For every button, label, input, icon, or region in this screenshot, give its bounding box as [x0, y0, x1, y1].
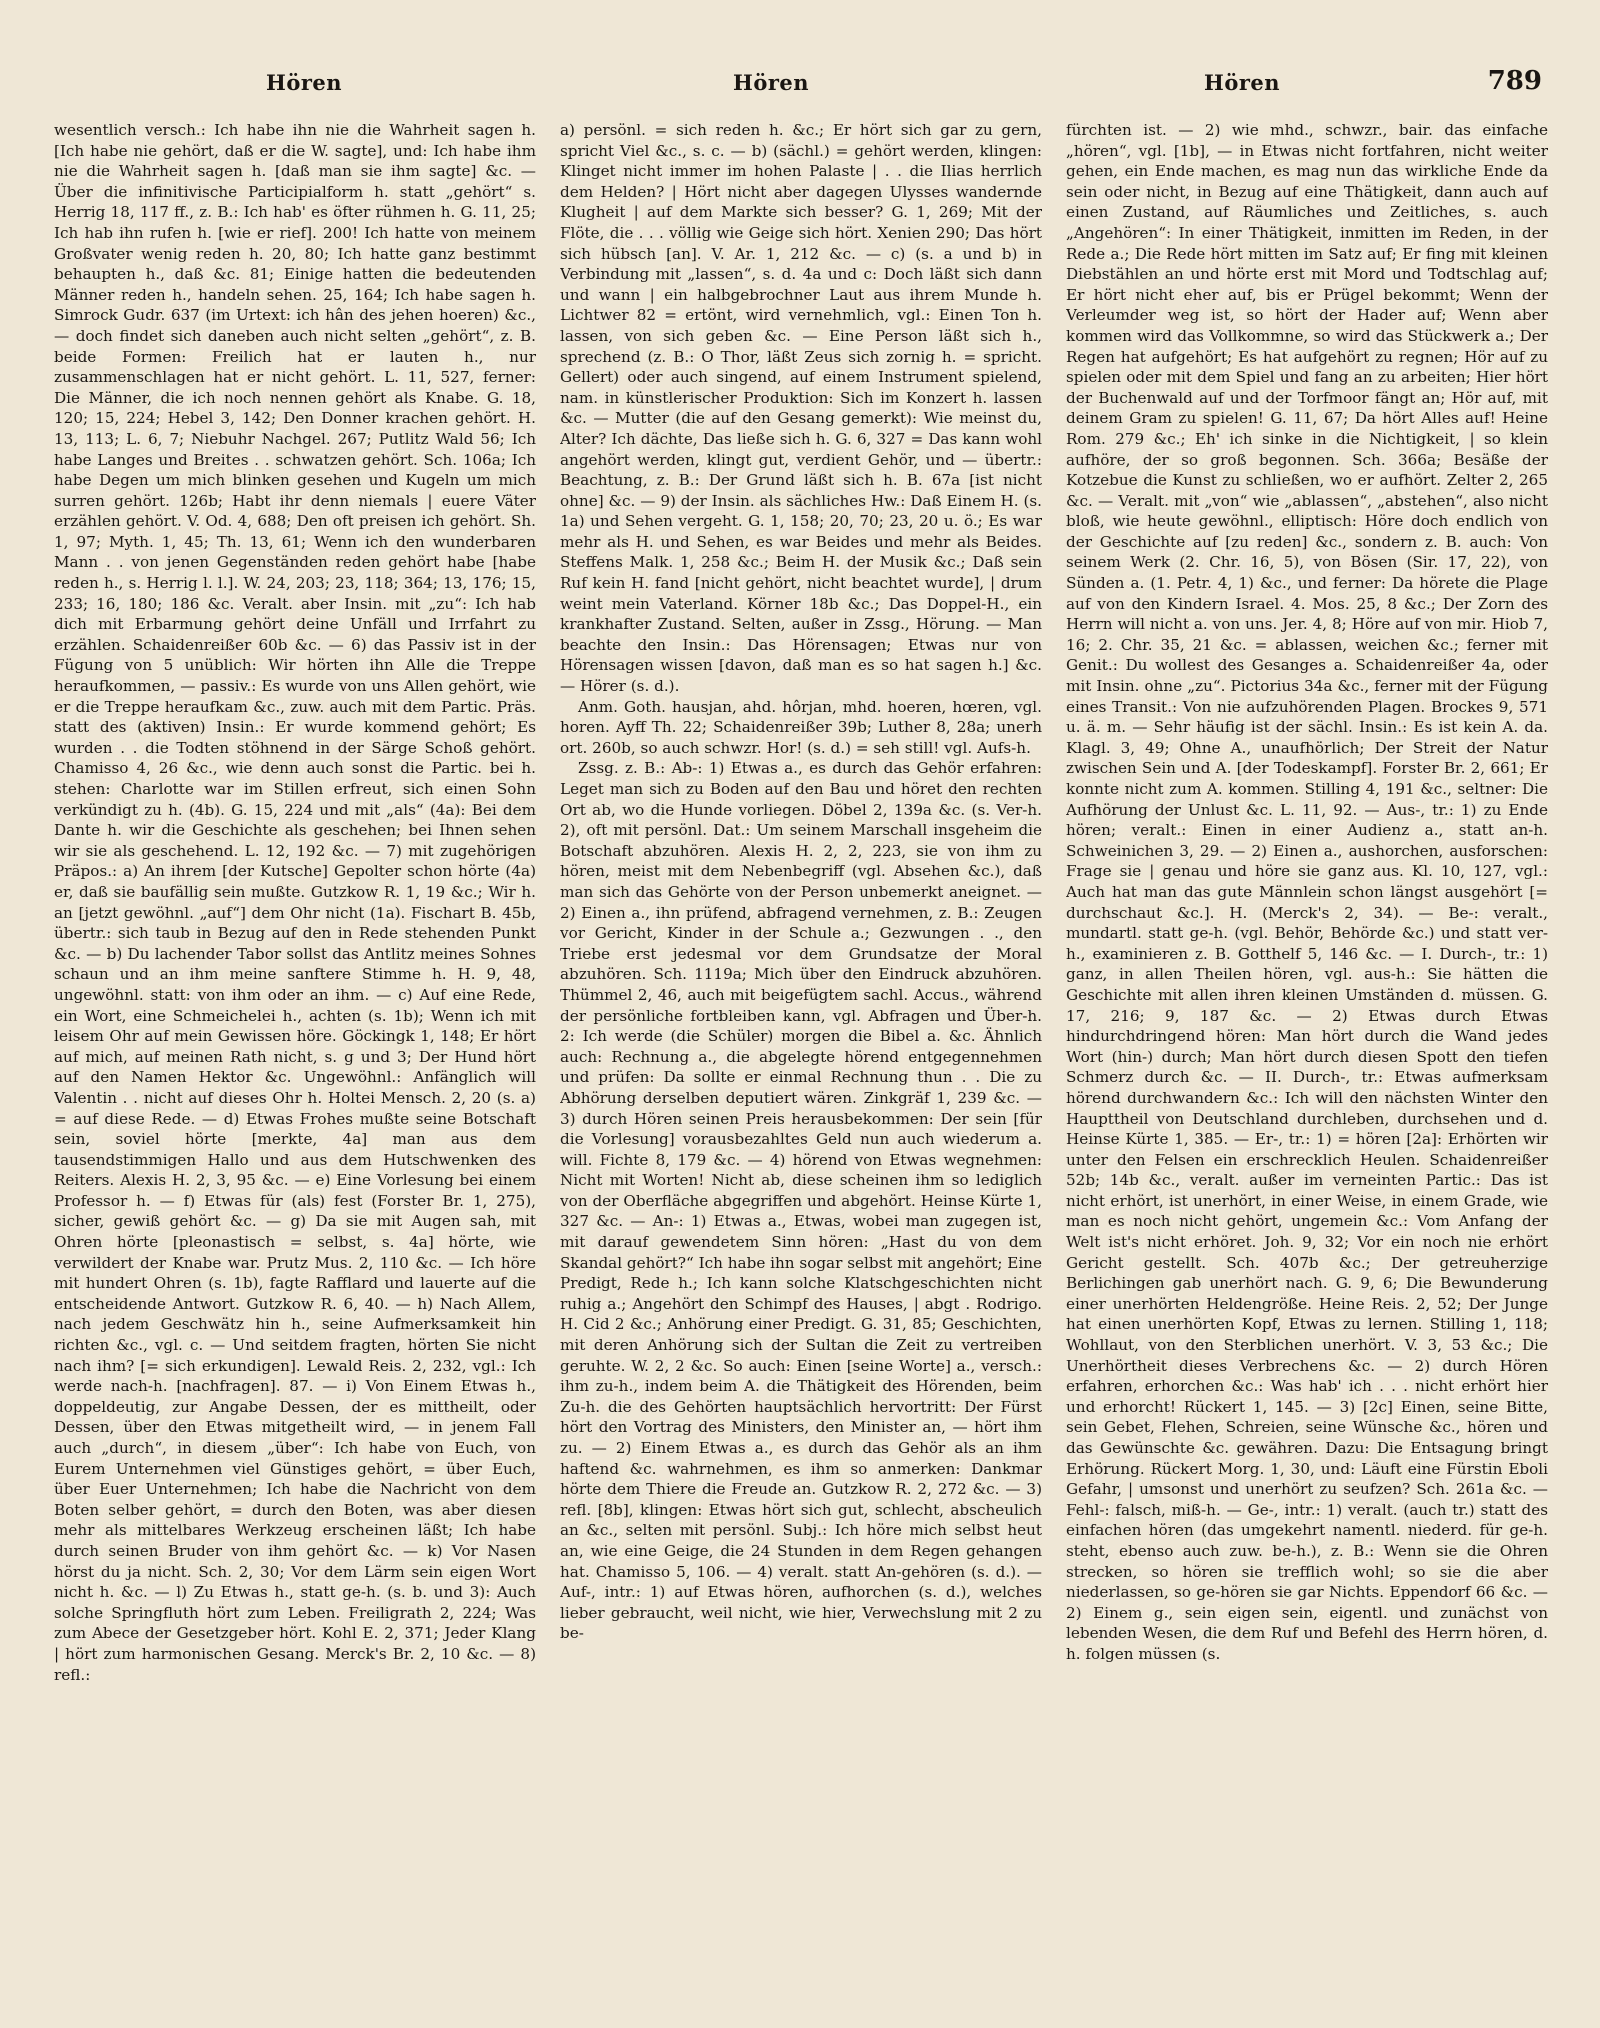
running-header — [52, 66, 1548, 102]
headword-right: Hören — [1204, 70, 1281, 95]
page-number: 789 — [1487, 66, 1542, 96]
column-left — [54, 120, 536, 1996]
column-right — [1066, 120, 1548, 1996]
paragraph: fürchten ist. — 2) wie mhd., schwzr., bair. das einfache „hören“, vgl. [1b], — in Etwas nicht fortfahren, nicht weiter gehen, ein Ende machen, es mag nun das wirkliche Ende da sein oder nicht, in Bezug auf eine Thätigkeit, dann auch auf einen Zustand, auf Räumliches und Zeitliches, s. auch „Angehören“: In einer Thätigkeit, inmitten im Reden, in der Rede a.; Die Rede hört mitten im Satz auf; Er fing mit kleinen Diebstählen an und hörte erst mit Mord und Todtschlag auf; Er hört nicht eher auf, bis er Prügel bekommt; Wenn der Verleumder weg ist, so hört der Hader auf; Wenn aber kommen wird das Vollkommne, so wird das Stückwerk a.; Der Regen hat aufgehört; Es hat aufgehört zu regnen; Hör auf zu spielen oder mit dem Spiel und fang an zu arbeiten; Hier hört der Buchenwald auf und der Torfmoor fängt an; Hör auf, mit deinem Gram zu spielen! G. 11, 67; Da hört Alles auf! Heine Rom. 279 &c.; Eh' ich sinke in die Nichtigkeit, | so klein aufhöre, der so groß begonnen. Sch. 366a; Besäße der Kotzebue die Kunst zu schließen, wo er aufhört. Zelter 2, 265 &c. — Veralt. mit „von“ wie „ablassen“, „abstehen“, also nicht bloß, wie heute gewöhnl., elliptisch: Höre doch endlich von der Geschichte auf [zu reden] &c., sondern z. B. auch: Von seinem Werk (2. Chr. 16, 5), von Bösen (Sir. 17, 22), von Sünden a. (1. Petr. 4, 1) &c., und ferner: Da hörete die Plage auf von den Kindern Israel. 4. Mos. 25, 8 &c.; Der Zorn des Herrn will nicht a. von uns. Jer. 4, 8; Höre auf von mir. Hiob 7, 16; 2. Chr. 35, 21 &c. = ablassen, weichen &c.; ferner mit Genit.: Du wollest des Gesanges a. Schaidenreißer 4a, oder mit Insin. ohne „zu“. Pictorius 34a &c., ferner mit der Fügung eines Transit.: Von nie aufzuhörenden Plagen. Brockes 9, 571 u. ä. m. — Sehr häufig ist der sächl. Insin.: Es ist kein A. da. Klagl. 3, 49; Ohne A., unaufhörlich; Der Streit der Natur zwischen Sein und A. [der Todeskampf]. Forster Br. 2, 661; Er konnte nicht zum A. kommen. Stilling 4, 191 &c., seltner: Die Aufhörung der Unlust &c. L. 11, 92. — Aus-, tr.: 1) zu Ende hören; veralt.: Einen in einer Audienz a., statt an-h. Schweinichen 3, 29. — 2) Einen a., aushorchen, ausforschen: Frage sie | genau und höre sie ganz aus. Kl. 10, 127, vgl.: Auch hat man das gute Männlein schon längst ausgehört [= durchschaut &c.]. H. (Merck's 2, 34). — Be-: veralt., mundartl. statt ge-h. (vgl. Behör, Behörde &c.) und statt ver-h., examinieren z. B. Gotthelf 5, 146 &c. — I. Durch-, tr.: 1) ganz, in allen Theilen hören, vgl. aus-h.: Sie hätten die Geschichte mit allen ihren kleinen Umständen d. müssen. G. 17, 216; 9, 187 &c. — 2) Etwas durch Etwas hindurchdringend hören: Man hört durch die Wand jedes Wort (hin-) durch; Man hört durch diesen Spott den tiefen Schmerz durch &c. — II. Durch-, tr.: Etwas aufmerksam hörend durchwandern &c.: Ich will den nächsten Winter den Haupttheil von Deutschland durchleben, durchsehen und d. Heinse Kürte 1, 385. — Er-, tr.: 1) = hören [2a]: Erhörten wir unter den Felsen ein erschrecklich Heulen. Schaidenreißer 52b; 14b &c., veralt. außer im verneinten Partic.: Das ist nicht erhört, ist unerhört, in einer Weise, in einem Grade, wie man es noch nicht gehört, ungemein &c.: Vom Anfang der Welt ist's nicht erhöret. Joh. 9, 32; Vor ein noch nie erhört Gericht gestellt. Sch. 407b &c.; Der getreuherzige Berlichingen gab unerhört nach. G. 9, 6; Die Bewunderung einer unerhörten Heldengröße. Heine Reis. 2, 52; Der Junge hat einen unerhörten Kopf, Etwas zu lernen. Stilling 1, 118; Wohllaut, von den Sterblichen unerhört. V. 3, 53 &c.; Die Unerhörtheit dieses Verbrechens &c. — 2) durch Hören erfahren, erhorchen &c.: Was hab' ich . . . nicht erhört hier und erhorcht! Rückert 1, 145. — 3) [2c] Einen, seine Bitte, sein Gebet, Flehen, Schreien, seine Wünsche &c., hören und das Gewünschte &c. gewähren. Dazu: Die Entsagung bringt Erhörung. Rückert Morg. 1, 30, und: Läuft eine Fürstin Eboli Gefahr, | umsonst und unerhört zu seufzen? Sch. 261a &c. — Fehl-: falsch, miß-h. — Ge-, intr.: 1) veralt. (auch tr.) statt des einfachen hören (das umgekehrt namentl. niederd. für ge-h. steht, ebenso auch zuw. be-h.), z. B.: Wenn sie die Ohren strecken, so hören sie trefflich wohl; so sie die aber niederlassen, so ge-hören sie gar Nichts. Eppendorf 66 &c. — 2) Einem g., sein eigen sein, eigentl. und zunächst von lebenden Wesen, die dem Ruf und Befehl des Herrn hören, d. h. folgen müssen (s. — [1066, 121, 1548, 1663]
headword-left: Hören — [266, 70, 343, 95]
paragraph: a) persönl. = sich reden h. &c.; Er hört sich gar zu gern, spricht Viel &c., s. c. — b) (sächl.) = gehört werden, klingen: Klinget nicht immer im hohen Palaste | . . die Ilias herrlich dem Helden? | Hört nicht aber dagegen Ulysses wandernde Klugheit | auf dem Markte sich besser? G. 1, 269; Mit der Flöte, die . . . völlig wie Geige sich hört. Xenien 290; Das hört sich hübsch [an]. V. Ar. 1, 212 &c. — c) (s. a und b) in Verbindung mit „lassen“, s. d. 4a und c: Doch läßt sich dann und wann | ein halbgebrochner Laut aus ihrem Munde h. Lichtwer 82 = ertönt, wird vernehmlich, vgl.: Einen Ton h. lassen, von sich geben &c. — Eine Person läßt sich h., sprechend (z. B.: O Thor, läßt Zeus sich zornig h. = spricht. Gellert) oder auch singend, auf einem Instrument spielend, nam. in künstlerischer Produktion: Sich im Konzert h. lassen &c. — Mutter (die auf den Gesang gemerkt): Wie meinst du, Alter? Ich dächte, Das ließe sich h. G. 6, 327 = Das kann wohl angehört werden, klingt gut, verdient Gehör, und — übertr.: Beachtung, z. B.: Der Grund läßt sich h. B. 67a [ist nicht ohne] &c. — 9) der Insin. als sächliches Hw.: Daß Einem H. (s. 1a) und Sehen vergeht. G. 1, 158; 20, 70; 23, 20 u. ö.; Es war mehr als H. und Sehen, es war Beides und mehr als Beides. Steffens Malk. 1, 258 &c.; Beim H. der Musik &c.; Daß sein Ruf kein H. fand [nicht gehört, nicht beachtet wurde], | drum weint mein Vaterland. Körner 18b &c.; Das Doppel-H., ein krankhafter Zustand. Selten, außer in Zssg., Hörung. — Man beachte den Insin.: Das Hörensagen; Etwas nur von Hörensagen wissen [davon, daß man es so hat sagen h.] &c. — Hörer (s. d.). — [560, 121, 1042, 696]
headword-center: Hören — [733, 70, 810, 95]
paragraph-compounds: Zssg. z. B.: Ab-: 1) Etwas a., es durch das Gehör erfahren: Leget man sich zu Boden auf den Bau und höret den rechten Ort ab, wo die Hunde vorliegen. Döbel 2, 139a &c. (s. Ver-h. 2), oft mit persönl. Dat.: Um seinem Marschall insgeheim die Botschaft abzuhören. Alexis H. 2, 2, 223, sie von ihm zu hören, meist mit dem Nebenbegriff (vgl. Absehen &c.), daß man sich das Gehörte von der Person unbemerkt aneignet. — 2) Einen a., ihn prüfend, abfragend vernehmen, z. B.: Zeugen vor Gericht, Kinder in der Schule a.; Gezwungen . ., den Triebe erst jedesmal vor dem Grundsatze der Moral abzuhören. Sch. 1119a; Mich über den Eindruck abzuhören. Thümmel 2, 46, auch mit beigefügtem sachl. Accus., während der persönliche fortbleiben kann, vgl. Abfragen und Über-h. 2: Ich werde (die Schüler) morgen die Bibel a. &c. Ähnlich auch: Rechnung a., die abgelegte hörend entgegennehmen und prüfen: Da sollte er einmal Rechnung thun . . Die zu Abhörung derselben deputiert wären. Zinkgräf 1, 239 &c. — 3) durch Hören seinen Preis herausbekommen: Der sein [für die Vorlesung] vorausbezahltes Geld nun auch wiederum a. will. Fichte 8, 179 &c. — 4) hörend von Etwas wegnehmen: Nicht mit Worten! Nicht ab, diese scheinen ihm so lediglich von der Oberfläche abgegriffen und abgehört. Heinse Kürte 1, 327 &c. — An-: 1) Etwas a., Etwas, wobei man zugegen ist, mit darauf gewendetem Sinn hören: „Hast du von dem Skandal gehört?“ Ich habe ihn sogar selbst mit angehört; Eine Predigt, Rede h.; Ich kann solche Klatschgeschichten nicht ruhig a.; Angehört den Schimpf des Hauses, | abgt . Rodrigo. H. Cid 2 &c.; Anhörung einer Predigt. G. 31, 85; Geschichten, mit deren Anhörung sich der Sultan die Zeit zu vertreiben geruhte. W. 2, 2 &c. So auch: Einen [seine Worte] a., versch.: ihm zu-h., indem beim A. die Thätigkeit des Hörenden, beim Zu-h. die des Gehörten hauptsächlich hervortritt: Der Fürst hört den Vortrag des Ministers, den Minister an, — hört ihm zu. — 2) Einem Etwas a., es durch das Gehör als an ihm haftend &c. wahrnehmen, es ihm so anmerken: Dankmar hörte dem Thiere die Freude an. Gutzkow R. 2, 272 &c. — 3) refl. [8b], klingen: Etwas hört sich gut, schlecht, abscheulich an &c., selten mit persönl. Subj.: Ich höre mich selbst heut an, wie eine Geige, die 24 Stunden in dem Regen gehangen hat. Chamisso 5, 106. — 4) veralt. statt An-gehören (s. d.). — Auf-, intr.: 1) auf Etwas hören, aufhorchen (s. d.), welches lieber gebraucht, weil nicht, wie hier, Verwechslung mit 2 zu be- — [560, 759, 1042, 1643]
paragraph-annotation: Anm. Goth. hausjan, ahd. hôrjan, mhd. hoeren, hœren, vgl. horen. Ayff Th. 22; Schaidenreißer 39b; Luther 8, 28a; unerh ort. 260b, so auch schwzr. Hor! (s. d.) = seh still! vgl. Aufs-h. — [560, 697, 1042, 757]
paragraph: wesentlich versch.: Ich habe ihn nie die Wahrheit sagen h. [Ich habe nie gehört, daß er die W. sagte], und: Ich habe ihm nie die Wahrheit sagen h. [daß man sie ihm sagte] &c. — Über die infinitivische Participialform h. statt „gehört“ s. Herrig 18, 117 ff., z. B.: Ich hab' es öfter rühmen h. G. 11, 25; Ich hab ihn rufen h. [wie er rief]. 200! Ich hatte von meinem Großvater wenig reden h. 20, 80; Ich hatte ganz bestimmt behaupten h., daß &c. 81; Einige hatten die bedeutenden Männer reden h., handeln sehen. 25, 164; Ich habe sagen h. Simrock Gudr. 637 (im Urtext: ich hân des jehen hoeren) &c., — doch findet sich daneben auch nicht selten „gehört“, z. B. beide Formen: Freilich hat er lauten h., nur zusammenschlagen hat er nicht gehört. L. 11, 527, ferner: Die Männer, die ich noch nennen gehört als Knabe. G. 18, 120; 15, 224; Hebel 3, 142; Den Donner krachen gehört. H. 13, 113; L. 6, 7; Niebuhr Nachgel. 267; Putlitz Wald 56; Ich habe Langes und Breites . . schwatzen gehört. Sch. 106a; Ich habe Degen um mich blinken gesehen und Kugeln um mich surren gehört. 126b; Habt ihr denn niemals | euere Väter erzählen gehört. V. Od. 4, 688; Den oft preisen ich gehört. Sh. 1, 97; Myth. 1, 45; Th. 13, 61; Wenn ich den wunderbaren Mann . . von jenen Gegenständen reden gehört habe [habe reden h., s. Herrig l. l.]. W. 24, 203; 23, 118; 364; 13, 176; 15, 233; 16, 180; 186 &c. Veralt. aber Insin. mit „zu“: Ich hab dich mit Erbarmung gehört deine Unfäll und Irrfahrt zu erzählen. Schaidenreißer 60b &c. — 6) das Passiv ist in der Fügung von 5 unüblich: Wir hörten ihn Alle die Treppe heraufkommen, — passiv.: Es wurde von uns Allen gehört, wie er die Treppe heraufkam &c., zuw. auch mit dem Partic. Präs. statt des (aktiven) Insin.: Er wurde kommend gehört; Es wurden . . die Todten stöhnend in der Särge Schoß gehört. Chamisso 4, 26 &c., wie denn auch sonst die Partic. bei h. stehen: Charlotte war im Stillen erfreut, sich einen Sohn verkündigt zu h. (4b). G. 15, 224 und mit „als“ (4a): Bei dem Dante h. wir die Geschichte als geschehen; bei Ihnen sehen wir sie als geschehend. L. 12, 192 &c. — 7) mit zugehörigen Präpos.: a) An ihrem [der Kutsche] Gepolter schon hörte (4a) er, daß sie baufällig sein mußte. Gutzkow R. 1, 19 &c.; Wir h. an [jetzt gewöhnl. „auf“] dem Ohr nicht (1a). Fischart B. 45b, übertr.: sich taub in Bezug auf den in Rede stehenden Punkt &c. — b) Du lachender Tabor sollst das Antlitz meines Sohnes schaun und an ihm meine sanftere Stimme h. H. 9, 48, ungewöhnl. statt: von ihm oder an ihm. — c) Auf eine Rede, ein Wort, eine Schmeichelei h., achten (s. 1b); Wenn ich mit leisem Ohr auf mein Gewissen höre. Göckingk 1, 148; Er hört auf mich, auf meinen Rath nicht, s. g und 3; Der Hund hört auf den Namen Hektor &c. Ungewöhnl.: Anfänglich will Valentin . . nicht auf dieses Ohr h. Holtei Mensch. 2, 20 (s. a) = auf diese Rede. — d) Etwas Frohes mußte seine Botschaft sein, soviel hörte [merkte, 4a] man aus dem tausendstimmigen Hallo und aus dem Hutschwenken des Reiters. Alexis H. 2, 3, 95 &c. — e) Eine Vorlesung bei einem Professor h. — f) Etwas für (als) fest (Forster Br. 1, 275), sicher, gewiß gehört &c. — g) Da sie mit Augen sah, mit Ohren hörte [pleonastisch = selbst, s. 4a] hörte, wie verwildert der Knabe war. Prutz Mus. 2, 110 &c. — Ich höre mit hundert Ohren (s. 1b), fagte Rafflard und lauerte auf die entscheidende Antwort. Gutzkow R. 6, 40. — h) Nach Allem, nach jedem Geschwätz hin h., seine Aufmerksamkeit hin richten &c., vgl. c. — Und seitdem fragten, hörten Sie nicht nach ihm? [= sich erkundigen]. Lewald Reis. 2, 232, vgl.: Ich werde nach-h. [nachfragen]. 87. — i) Von Einem Etwas h., doppeldeutig, zur Angabe Dessen, der es mittheilt, oder Dessen, über den Etwas mitgetheilt wird, — in jenem Fall auch „durch“, in diesem „über“: Ich habe von Euch, von Eurem Unternehmen viel Günstiges gehört, = über Euch, über Euer Unternehmen; Ich habe die Nachricht von dem Boten selber gehört, = durch den Boten, was aber diesen mehr als mittelbares Werkzeug erscheinen läßt; Ich habe durch seinen Bruder von ihm gehört &c. — k) Vor Nasen hörst du ja nicht. Sch. 2, 30; Vor dem Lärm sein eigen Wort nicht h. &c. — l) Zu Etwas h., statt ge-h. (s. b. und 3): Auch solche Springfluth hört zum Leben. Freiligrath 2, 224; Was zum Abece der Gesetzgeber hört. Kohl E. 2, 371; Jeder Klang | hört zum harmonischen Gesang. Merck's Br. 2, 10 &c. — 8) refl.: — [54, 121, 536, 1684]
column-center — [560, 120, 1042, 1996]
text-columns — [54, 120, 1548, 1996]
